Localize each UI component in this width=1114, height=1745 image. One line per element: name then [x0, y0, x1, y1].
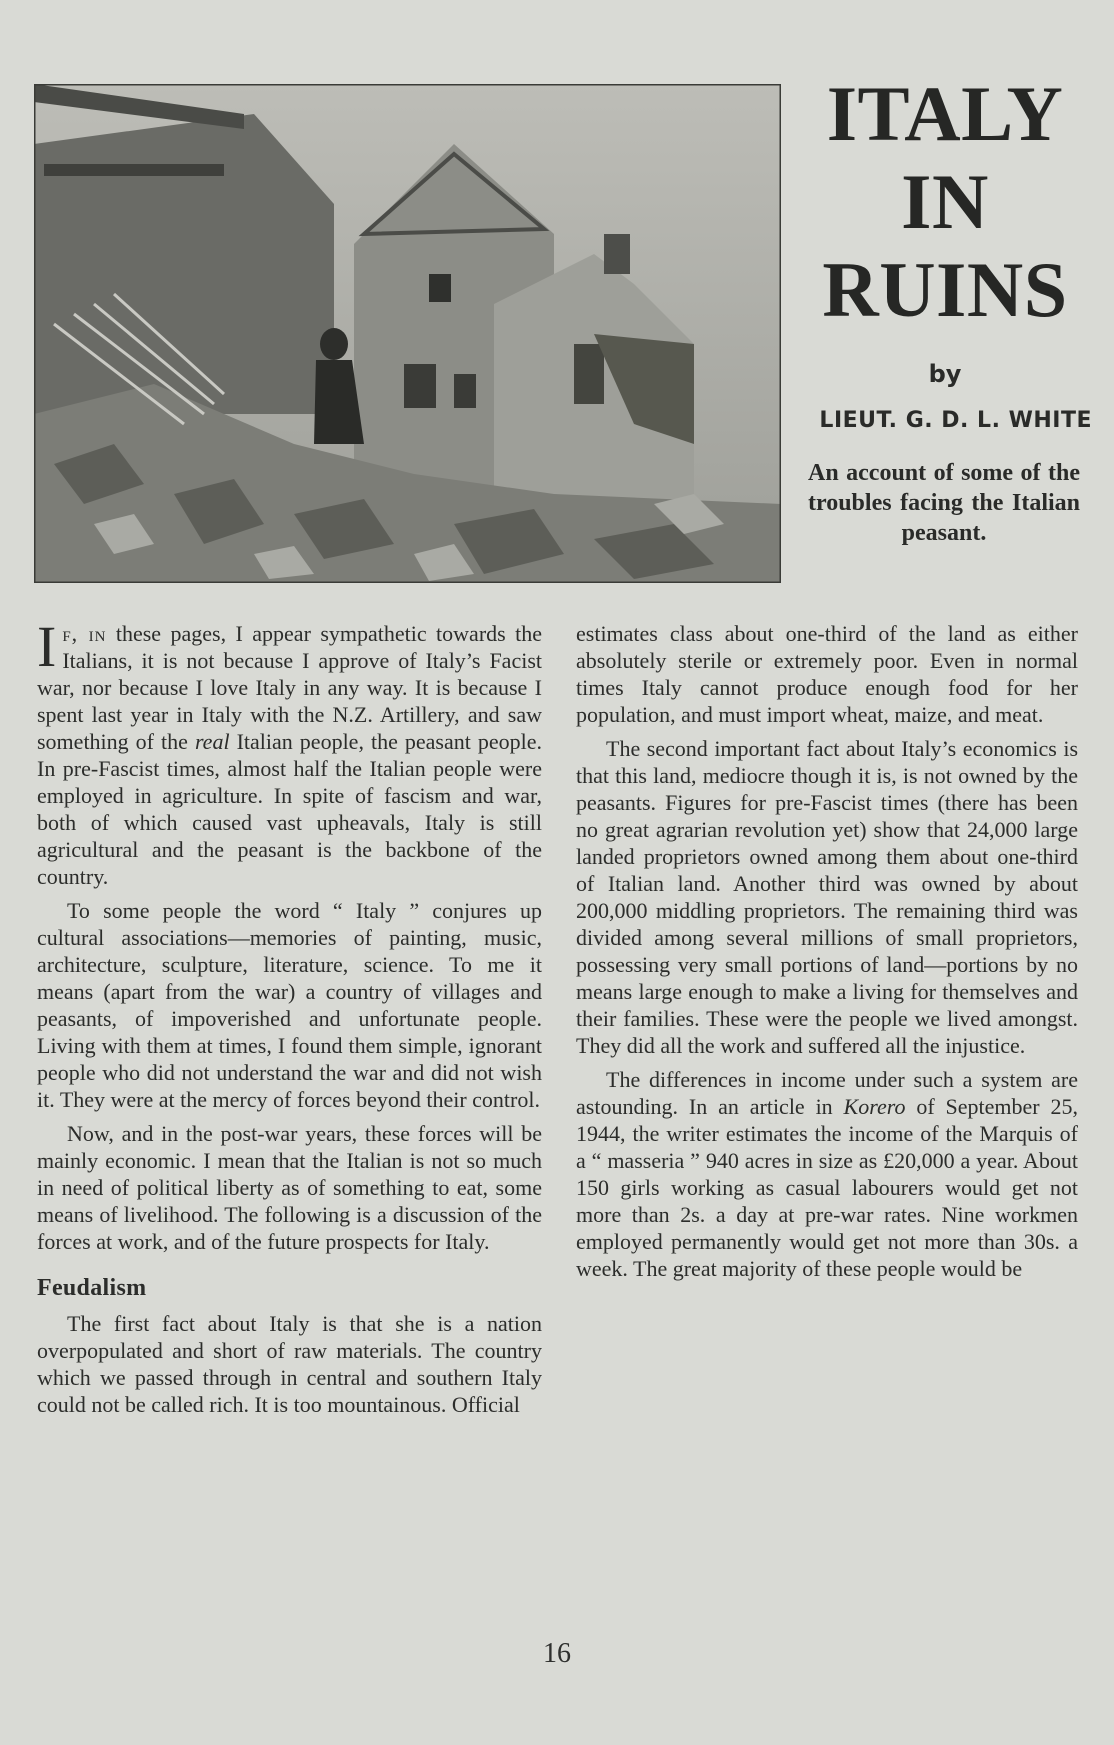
paragraph-1-text-b: Italian people, the peasant people. In pre-Fascist times, almost half the Italian people were employed in agriculture. In spite of fascism and war, both of which caused vast upheavals, Italy is still agricultural and the peasant is the backbone of the country.	[37, 729, 542, 889]
page-number: 16	[543, 1638, 571, 1669]
column-left	[37, 614, 543, 1425]
section-heading-feudalism: Feudalism	[37, 1275, 147, 1301]
drop-cap: I	[37, 614, 57, 679]
column-right	[576, 620, 1078, 1289]
title-line-3: RUINS	[822, 246, 1068, 333]
ruins-photo	[34, 84, 781, 583]
paragraph-6-text-a: The differences in income under such a system are astounding. In an article in	[576, 1067, 1078, 1119]
author-name: LIEUT. G. D. L. WHITE	[819, 408, 1092, 433]
title-line-1: ITALY	[826, 70, 1064, 157]
paragraph-1-text-a: these pages, I appear sympathetic towards the Italians, it is not because I approve of Italy’s Facist war, nor because I love Italy in any way. It is because I spent last year in Italy with the N.Z. Artillery, and saw something of the	[37, 621, 543, 754]
italic-real: real	[194, 729, 230, 754]
title-line-2: IN	[901, 158, 989, 245]
paragraph-6-text-b: of September 25, 1944, the writer estimates the income of the Marquis of a “ masseria ” 940 acres in size as £20,000 a year. About 150 girls working as casual labourers would get not more than 2s. a day at pre-war rates. Nine workmen employed permanently would get not more than 30s. a week. The great majority of these people would be	[576, 1094, 1078, 1281]
opening-small-caps: f, in	[62, 621, 107, 646]
byline-by: by	[928, 360, 962, 388]
standfirst: An account of some of the troubles facing the Italian peasant.	[808, 460, 1080, 546]
paragraph-6	[576, 1066, 1078, 1282]
paragraph-4-continued: estimates class about one-third of the land as either absolutely sterile or extremely poor. Even in normal times Italy cannot produce enough food for her population, and must import wheat, maize, and meat.	[576, 621, 1078, 727]
article-title	[800, 70, 1090, 334]
paragraph-2: To some people the word “ Italy ” conjures up cultural associations—memories of painting, music, architecture, sculpture, literature, science. To me it means (apart from the war) a country of villages and peasants, of impoverished and unfortunate people. Living with them at times, I found them simple, ignorant people who did not understand the war and did not wish it. They were at the mercy of forces beyond their control.	[37, 898, 542, 1112]
ruins-photo-illustration	[34, 84, 781, 583]
paragraph-5: The second important fact about Italy’s economics is that this land, mediocre though it is, is not owned by the peasants. Figures for pre-Fascist times (there has been no great agrarian revolution yet) show that 24,000 large landed proprietors owned among them about one-third of Italian land. Another third was owned by about 200,000 middling proprietors. The remaining third was divided among several millions of small proprietors, possessing very small portions of land—portions by no means large enough to make a living for themselves and their families. These were the people we lived amongst. They did all the work and suffered all the injustice.	[576, 736, 1078, 1058]
italic-korero: Korero	[843, 1094, 906, 1119]
paragraph-3: Now, and in the post-war years, these forces will be mainly economic. I mean that the Italian is not so much in need of political liberty as of something to eat, some means of livelihood. The following is a discussion of the forces at work, and of the future prospects for Italy.	[37, 1121, 542, 1254]
paragraph-1	[37, 614, 543, 890]
paragraph-4: The first fact about Italy is that she is a nation overpopulated and short of raw materials. The country which we passed through in central and southern Italy could not be called rich. It is too mountainous. Official	[37, 1311, 542, 1417]
